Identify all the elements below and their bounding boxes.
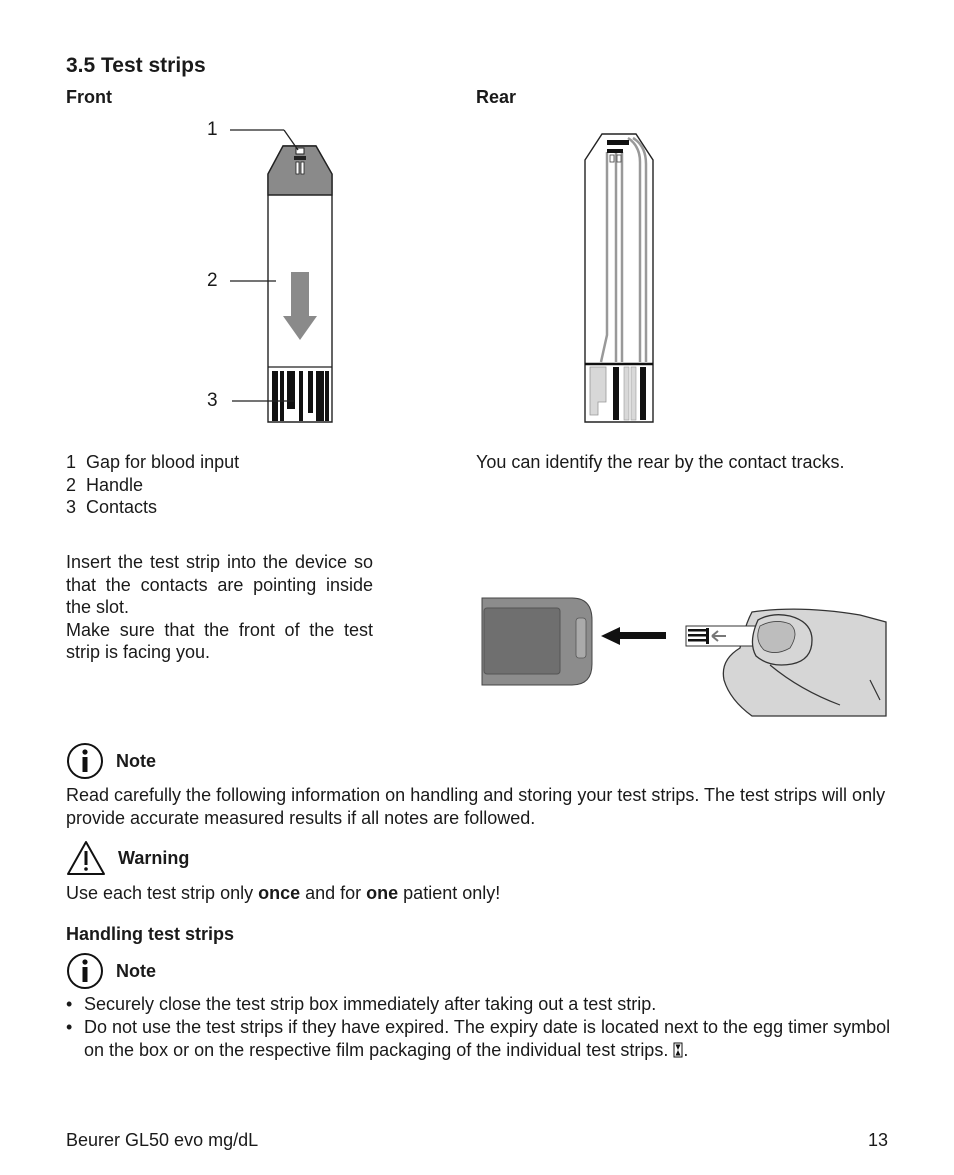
rear-caption: You can identify the rear by the contact tracks.	[476, 452, 845, 472]
callout-3: 3	[207, 390, 218, 411]
list-item: • Do not use the test strips if they have expired. The expiry date is located next to the egg timer symbol on the box or on the respective film packaging of the individual test strips. .	[66, 1017, 891, 1060]
page-number: 13	[868, 1130, 889, 1150]
rear-heading: Rear	[476, 87, 517, 107]
front-heading: Front	[66, 87, 112, 107]
note-label: Note	[116, 750, 156, 771]
egg-timer-icon	[673, 1042, 683, 1058]
legend-item: 2 Handle	[66, 474, 144, 495]
insert-text-1: Insert the test strip into the device so that the contacts are pointing inside the slot.	[66, 552, 373, 617]
warning-text: Use each test strip only once and for one patient only!	[66, 883, 501, 903]
note-header	[66, 952, 156, 990]
handling-bullet-list	[66, 993, 891, 1062]
list-item: • Securely close the test strip box immediately after taking out a test strip.	[66, 994, 657, 1014]
section-title: 3.5 Test strips	[66, 54, 206, 77]
note-label: Note	[116, 960, 156, 981]
handling-heading: Handling test strips	[66, 924, 235, 944]
info-icon	[66, 742, 104, 780]
callout-2: 2	[207, 270, 218, 291]
callout-1: 1	[207, 119, 218, 140]
warning-header	[66, 840, 189, 876]
legend-item: 1 Gap for blood input	[66, 452, 240, 472]
warning-label: Warning	[118, 847, 190, 868]
note-header	[66, 742, 156, 780]
footer-product: Beurer GL50 evo mg/dL	[66, 1130, 259, 1150]
info-icon	[66, 952, 104, 990]
note-text: Read carefully the following information on handling and storing your test strips. The test strips will only provide accurate measured results if all notes are followed.	[66, 785, 886, 828]
warning-triangle-icon	[66, 840, 106, 876]
legend-item: 3 Contacts	[66, 497, 158, 517]
insert-text-2: Make sure that the front of the test strip is facing you.	[66, 619, 373, 662]
